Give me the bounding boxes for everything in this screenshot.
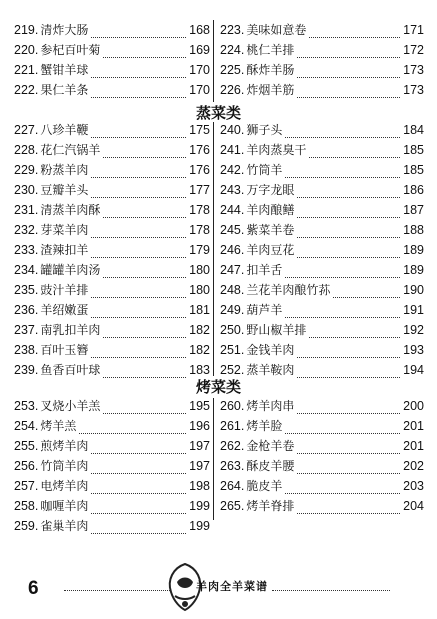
- entry-page-number: 168: [189, 23, 210, 37]
- entry-number: 264.: [220, 479, 245, 493]
- entry-title: 芽菜羊肉: [40, 223, 89, 237]
- dot-leader: [103, 266, 186, 278]
- toc-steamed-right: [220, 120, 424, 380]
- entry-number: 219.: [14, 23, 39, 37]
- entry-number: 253.: [14, 399, 39, 413]
- dot-leader: [333, 286, 400, 298]
- entry-number: 233.: [14, 243, 39, 257]
- toc-entry: [220, 300, 424, 320]
- footer-book-title: 羊肉全羊菜谱: [196, 580, 268, 593]
- entry-title: 蟹钳羊球: [40, 63, 89, 77]
- toc-entry: [14, 220, 210, 240]
- entry-title: 烤羊脸: [246, 419, 283, 433]
- entry-number: 231.: [14, 203, 39, 217]
- dot-leader: [285, 126, 400, 138]
- toc-entry: [220, 120, 424, 140]
- entry-title: 煎烤羊肉: [40, 439, 89, 453]
- dot-leader: [91, 502, 186, 514]
- entry-page-number: 176: [189, 163, 210, 177]
- toc-entry: [14, 300, 210, 320]
- entry-title: 烤羊脊排: [246, 499, 295, 513]
- entry-number: 243.: [220, 183, 245, 197]
- entry-title: 羊绍嫩蛋: [40, 303, 89, 317]
- entry-title: 参杞百叶菊: [40, 43, 101, 57]
- entry-page-number: 175: [189, 123, 210, 137]
- entry-title: 果仁羊条: [40, 83, 89, 97]
- entry-page-number: 181: [189, 303, 210, 317]
- toc-entry: [220, 240, 424, 260]
- entry-title: 羊肉酿鳝: [246, 203, 295, 217]
- entry-title: 桃仁羊排: [246, 43, 295, 57]
- toc-entry: [14, 476, 210, 496]
- dot-leader: [103, 326, 186, 338]
- dot-leader: [297, 226, 400, 238]
- dot-leader: [91, 166, 186, 178]
- dot-leader: [91, 346, 186, 358]
- toc-entry: [14, 260, 210, 280]
- entry-number: 265.: [220, 499, 245, 513]
- dot-leader: [309, 326, 400, 338]
- entry-number: 246.: [220, 243, 245, 257]
- entry-number: 232.: [14, 223, 39, 237]
- entry-title: 八珍羊鞭: [40, 123, 89, 137]
- toc-entry: [14, 396, 210, 416]
- toc-entry: [220, 180, 424, 200]
- entry-title: 羊肉豆花: [246, 243, 295, 257]
- toc-entry: [14, 240, 210, 260]
- entry-page-number: 203: [403, 479, 424, 493]
- dot-leader: [91, 66, 186, 78]
- page-number: 6: [28, 578, 39, 599]
- toc-entry: [220, 140, 424, 160]
- toc-roasted-left: [14, 396, 210, 540]
- dot-leader: [91, 246, 186, 258]
- entry-number: 242.: [220, 163, 245, 177]
- entry-page-number: 173: [403, 63, 424, 77]
- dot-leader: [297, 246, 400, 258]
- entry-page-number: 204: [403, 499, 424, 513]
- toc-entry: [220, 280, 424, 300]
- dot-leader: [91, 462, 186, 474]
- dot-leader: [297, 46, 400, 58]
- entry-page-number: 182: [189, 343, 210, 357]
- toc-entry: [220, 160, 424, 180]
- entry-page-number: 177: [189, 183, 210, 197]
- entry-page-number: 171: [403, 23, 424, 37]
- entry-page-number: 180: [189, 263, 210, 277]
- entry-number: 255.: [14, 439, 39, 453]
- entry-page-number: 179: [189, 243, 210, 257]
- entry-number: 230.: [14, 183, 39, 197]
- toc-entry: [14, 516, 210, 536]
- entry-title: 万字龙眼: [246, 183, 295, 197]
- entry-title: 美味如意卷: [246, 23, 307, 37]
- toc-entry: [14, 20, 210, 40]
- entry-title: 扣羊舌: [246, 263, 283, 277]
- dot-leader: [285, 266, 400, 278]
- entry-page-number: 197: [189, 439, 210, 453]
- entry-title: 酥炸羊肠: [246, 63, 295, 77]
- entry-number: 254.: [14, 419, 39, 433]
- entry-title: 竹筒羊肉: [40, 459, 89, 473]
- footer-dotted-rule-left: [64, 590, 170, 591]
- entry-number: 228.: [14, 143, 39, 157]
- dot-leader: [285, 306, 400, 318]
- dot-leader: [103, 206, 186, 218]
- dot-leader: [297, 346, 400, 358]
- entry-page-number: 196: [189, 419, 210, 433]
- entry-title: 金钱羊肉: [246, 343, 295, 357]
- entry-number: 259.: [14, 519, 39, 533]
- entry-title: 烤羊羔: [40, 419, 77, 433]
- entry-page-number: 197: [189, 459, 210, 473]
- entry-title: 蒸羊鞍肉: [246, 363, 295, 377]
- entry-title: 狮子头: [246, 123, 283, 137]
- entry-number: 244.: [220, 203, 245, 217]
- entry-page-number: 191: [403, 303, 424, 317]
- entry-number: 258.: [14, 499, 39, 513]
- entry-number: 262.: [220, 439, 245, 453]
- entry-title: 花仁汽锅羊: [40, 143, 101, 157]
- toc-entry: [14, 456, 210, 476]
- entry-title: 罐罐羊肉汤: [40, 263, 101, 277]
- entry-page-number: 193: [403, 343, 424, 357]
- entry-title: 羊肉蒸臭干: [246, 143, 307, 157]
- entry-page-number: 170: [189, 83, 210, 97]
- dot-leader: [91, 522, 186, 534]
- dot-leader: [91, 482, 186, 494]
- toc-entry: [220, 20, 424, 40]
- toc-entry: [220, 220, 424, 240]
- toc-entry: [14, 280, 210, 300]
- entry-number: 257.: [14, 479, 39, 493]
- toc-entry: [220, 416, 424, 436]
- entry-page-number: 176: [189, 143, 210, 157]
- entry-title: 粉蒸羊肉: [40, 163, 89, 177]
- entry-number: 225.: [220, 63, 245, 77]
- entry-page-number: 184: [403, 123, 424, 137]
- toc-entry: [220, 40, 424, 60]
- entry-page-number: 200: [403, 399, 424, 413]
- entry-page-number: 182: [189, 323, 210, 337]
- entry-title: 雀巢羊肉: [40, 519, 89, 533]
- entry-page-number: 199: [189, 519, 210, 533]
- dot-leader: [91, 306, 186, 318]
- toc-entry: [220, 260, 424, 280]
- toc-steamed-left: [14, 120, 210, 380]
- entry-title: 烤羊肉串: [246, 399, 295, 413]
- toc-entry: [220, 496, 424, 516]
- dot-leader: [285, 482, 400, 494]
- entry-title: 鱼香百叶球: [40, 363, 101, 377]
- entry-number: 251.: [220, 343, 245, 357]
- toc-entry: [14, 496, 210, 516]
- entry-title: 咖喱羊肉: [40, 499, 89, 513]
- toc-roasted-right: [220, 396, 424, 520]
- section-title-steamed: 蒸菜类: [195, 104, 241, 122]
- entry-page-number: 194: [403, 363, 424, 377]
- toc-entry: [220, 456, 424, 476]
- entry-page-number: 185: [403, 143, 424, 157]
- toc-entry: [14, 160, 210, 180]
- entry-number: 229.: [14, 163, 39, 177]
- entry-title: 金枪羊卷: [246, 439, 295, 453]
- entry-page-number: 173: [403, 83, 424, 97]
- entry-number: 236.: [14, 303, 39, 317]
- footer-dotted-rule-right: [272, 590, 390, 591]
- entry-page-number: 195: [189, 399, 210, 413]
- entry-page-number: 185: [403, 163, 424, 177]
- entry-number: 256.: [14, 459, 39, 473]
- dot-leader: [297, 502, 400, 514]
- entry-page-number: 190: [403, 283, 424, 297]
- entry-page-number: 188: [403, 223, 424, 237]
- entry-page-number: 180: [189, 283, 210, 297]
- entry-title: 竹筒羊: [246, 163, 283, 177]
- toc-entry: [14, 40, 210, 60]
- dot-leader: [309, 26, 400, 38]
- toc-entry: [14, 200, 210, 220]
- entry-title: 清炸大肠: [40, 23, 89, 37]
- entry-title: 电烤羊肉: [40, 479, 89, 493]
- entry-page-number: 189: [403, 243, 424, 257]
- entry-title: 渣辣扣羊: [40, 243, 89, 257]
- toc-entry: [14, 180, 210, 200]
- entry-title: 兰花羊肉酿竹荪: [246, 283, 331, 297]
- entry-number: 220.: [14, 43, 39, 57]
- toc-entry: [14, 60, 210, 80]
- entry-page-number: 170: [189, 63, 210, 77]
- dot-leader: [91, 286, 186, 298]
- dot-leader: [297, 86, 400, 98]
- entry-number: 235.: [14, 283, 39, 297]
- toc-entry: [220, 200, 424, 220]
- dot-leader: [91, 86, 186, 98]
- entry-title: 清蒸羊肉酥: [40, 203, 101, 217]
- dot-leader: [91, 226, 186, 238]
- entry-page-number: 186: [403, 183, 424, 197]
- dot-leader: [297, 442, 400, 454]
- toc-entry: [220, 396, 424, 416]
- toc-entry: [14, 320, 210, 340]
- dot-leader: [91, 26, 186, 38]
- dot-leader: [103, 146, 186, 158]
- entry-title: 脆皮羊: [246, 479, 283, 493]
- entry-page-number: 178: [189, 203, 210, 217]
- dot-leader: [91, 442, 186, 454]
- dot-leader: [297, 186, 400, 198]
- entry-number: 234.: [14, 263, 39, 277]
- entry-page-number: 178: [189, 223, 210, 237]
- dot-leader: [297, 402, 400, 414]
- entry-number: 260.: [220, 399, 245, 413]
- toc-entry: [14, 436, 210, 456]
- column-divider-steamed: [213, 122, 214, 376]
- toc-entry: [220, 436, 424, 456]
- dot-leader: [103, 46, 186, 58]
- entry-number: 247.: [220, 263, 245, 277]
- entry-number: 263.: [220, 459, 245, 473]
- dot-leader: [91, 126, 186, 138]
- dot-leader: [297, 66, 400, 78]
- entry-page-number: 169: [189, 43, 210, 57]
- entry-page-number: 202: [403, 459, 424, 473]
- entry-number: 249.: [220, 303, 245, 317]
- dot-leader: [297, 462, 400, 474]
- dot-leader: [309, 146, 400, 158]
- entry-page-number: 201: [403, 419, 424, 433]
- entry-number: 261.: [220, 419, 245, 433]
- entry-page-number: 187: [403, 203, 424, 217]
- entry-number: 237.: [14, 323, 39, 337]
- column-divider-roasted: [213, 398, 214, 520]
- entry-title: 炸烟羊筋: [246, 83, 295, 97]
- entry-number: 227.: [14, 123, 39, 137]
- toc-entry: [14, 140, 210, 160]
- entry-title: 南乳扣羊肉: [40, 323, 101, 337]
- entry-number: 223.: [220, 23, 245, 37]
- dot-leader: [285, 166, 400, 178]
- entry-title: 紫菜羊卷: [246, 223, 295, 237]
- toc-entry: [220, 80, 424, 100]
- toc-entry: [220, 476, 424, 496]
- toc-entry: [14, 80, 210, 100]
- entry-title: 百叶玉簪: [40, 343, 89, 357]
- entry-page-number: 198: [189, 479, 210, 493]
- entry-number: 241.: [220, 143, 245, 157]
- toc-entry: [220, 340, 424, 360]
- dot-leader: [103, 402, 186, 414]
- entry-number: 239.: [14, 363, 39, 377]
- entry-page-number: 183: [189, 363, 210, 377]
- entry-number: 238.: [14, 343, 39, 357]
- entry-page-number: 189: [403, 263, 424, 277]
- entry-title: 豆瓣羊头: [40, 183, 89, 197]
- dot-leader: [91, 186, 186, 198]
- toc-entry: [14, 416, 210, 436]
- entry-page-number: 192: [403, 323, 424, 337]
- entry-number: 222.: [14, 83, 39, 97]
- entry-title: 野山椒羊排: [246, 323, 307, 337]
- toc-entry: [14, 120, 210, 140]
- toc-top-right: [220, 20, 424, 100]
- toc-entry: [220, 60, 424, 80]
- entry-number: 221.: [14, 63, 39, 77]
- entry-number: 240.: [220, 123, 245, 137]
- entry-number: 248.: [220, 283, 245, 297]
- entry-title: 豉汁羊排: [40, 283, 89, 297]
- entry-number: 250.: [220, 323, 245, 337]
- dot-leader: [79, 422, 186, 434]
- column-divider-top: [213, 20, 214, 102]
- entry-title: 葫芦羊: [246, 303, 283, 317]
- toc-entry: [220, 320, 424, 340]
- entry-number: 226.: [220, 83, 245, 97]
- entry-page-number: 199: [189, 499, 210, 513]
- entry-page-number: 172: [403, 43, 424, 57]
- entry-title: 酥皮羊腰: [246, 459, 295, 473]
- dot-leader: [285, 422, 400, 434]
- entry-number: 252.: [220, 363, 245, 377]
- entry-title: 叉烧小羊羔: [40, 399, 101, 413]
- entry-number: 245.: [220, 223, 245, 237]
- section-title-roasted: 烤菜类: [195, 378, 241, 396]
- toc-top-left: [14, 20, 210, 100]
- dot-leader: [297, 206, 400, 218]
- toc-entry: [14, 340, 210, 360]
- entry-number: 224.: [220, 43, 245, 57]
- entry-page-number: 201: [403, 439, 424, 453]
